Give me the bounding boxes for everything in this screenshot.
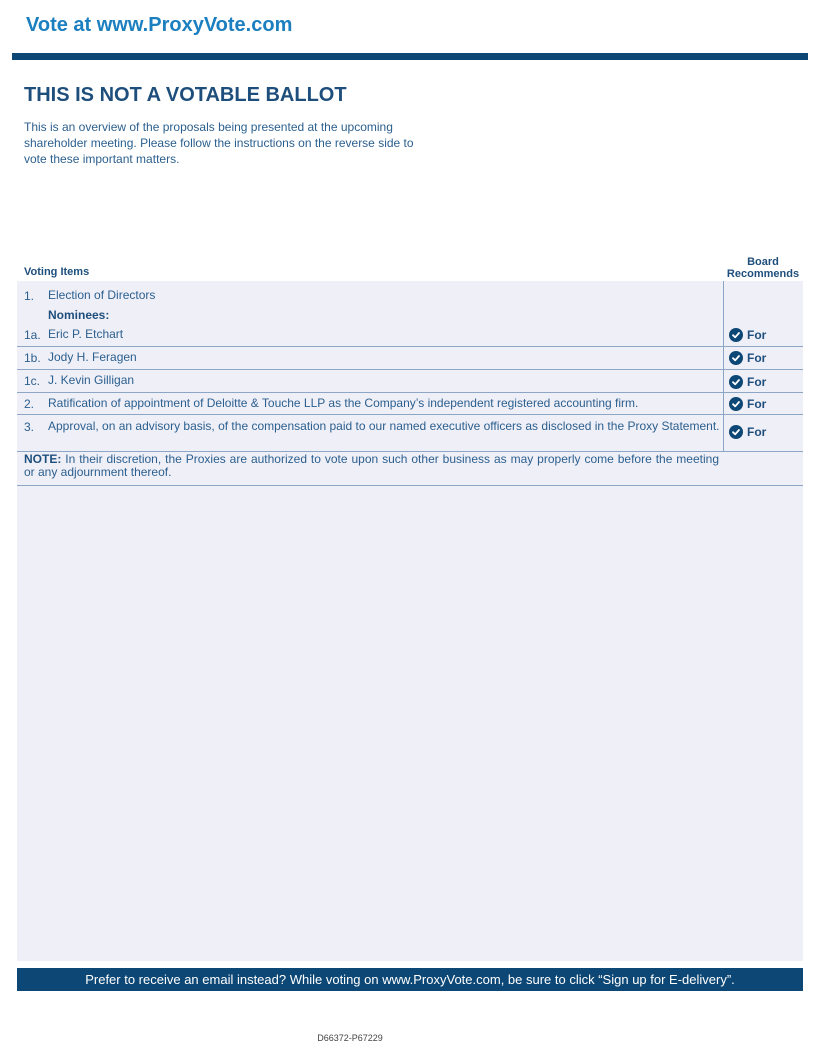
recommendation-label: For [747,397,767,411]
column-header-board: Board [747,256,779,268]
check-circle-icon [729,351,743,365]
recommendation-cell [723,415,804,451]
voting-item-1 [17,281,803,347]
item-number: 1a. [24,328,41,342]
voting-item-3 [17,415,803,452]
item-text: J. Kevin Gilligan [48,373,135,387]
recommendation-label: For [747,375,767,389]
page-title: THIS IS NOT A VOTABLE BALLOT [24,84,347,106]
header-divider [12,53,808,60]
recommendation-cell [723,281,804,346]
item-text: Jody H. Feragen [48,350,137,364]
voting-item-1b [17,347,803,370]
item-number: 2. [24,397,35,411]
recommendation-label: For [747,328,767,342]
e-delivery-banner: Prefer to receive an email instead? While voting on www.ProxyVote.com, be sure to click “Sign up for E-delivery”. [17,968,803,991]
check-circle-icon [729,397,743,411]
note-divider [17,485,803,486]
recommendation-cell [723,370,804,392]
nominees-label: Nominees: [48,308,110,322]
voting-item-1c [17,370,803,393]
recommendation-cell [723,347,804,369]
voting-items-panel [17,281,803,961]
check-circle-icon [729,425,743,439]
item-number: 1c. [24,374,41,388]
note-text: In their discretion, the Proxies are authorized to vote upon such other business as may properly come before the meeting or any adjournment thereof. [24,452,719,479]
intro-text: This is an overview of the proposals being presented at the upcoming shareholder meeting. Please follow the instructions on the reverse side to vote these important matters. [24,120,414,166]
column-header-voting-items: Voting Items [24,266,90,278]
column-header-board-recommends [724,256,802,280]
recommendation-cell [723,393,804,414]
vote-url-line: Vote at www.ProxyVote.com [26,14,293,36]
item-text: Election of Directors [48,288,156,302]
check-circle-icon [729,328,743,342]
item-number: 1b. [24,351,41,365]
check-circle-icon [729,375,743,389]
discretion-note [24,453,719,479]
item-text: Eric P. Etchart [48,327,124,341]
recommendation-label: For [747,351,767,365]
item-text: Approval, on an advisory basis, of the compensation paid to our named executive officers as disclosed in the Proxy Statement. [48,419,720,433]
item-number: 1. [24,289,35,303]
recommendation-label: For [747,425,767,439]
column-header-recommends: Recommends [726,268,800,280]
note-label: NOTE: [24,452,62,466]
voting-item-2 [17,393,803,415]
document-code: D66372-P67229 [317,1033,383,1043]
item-number: 3. [24,420,35,434]
item-text: Ratification of appointment of Deloitte & Touche LLP as the Company’s independent registered accounting firm. [48,396,639,410]
